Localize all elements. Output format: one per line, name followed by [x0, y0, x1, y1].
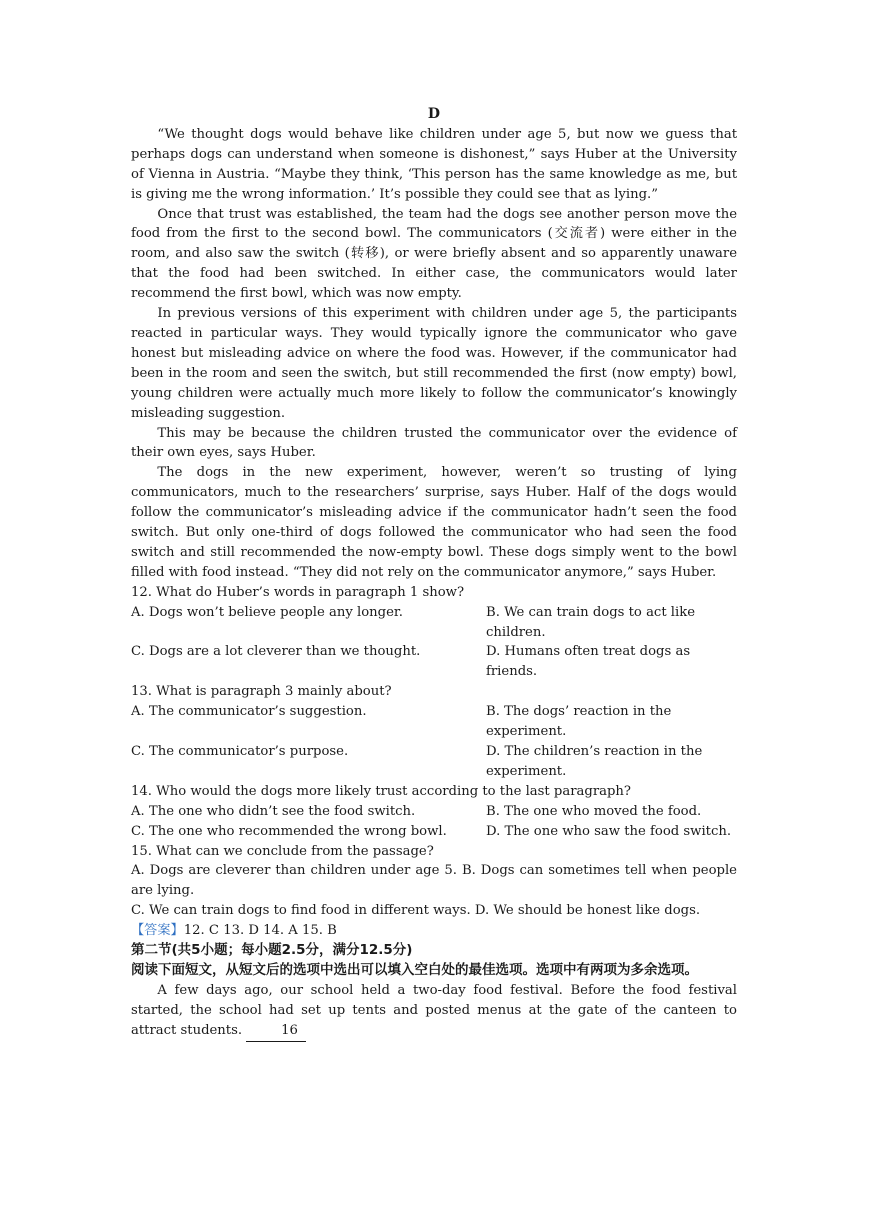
- option-12c: C. Dogs are a lot cleverer than we thought.: [131, 644, 421, 660]
- section-2-passage-text: A few days ago, our school held a two-day food festival. Before the food festival started, the school had set up tents and posted menus at the gate of the canteen to attract students.: [131, 982, 737, 1038]
- option-13b: B. The dogs’ reaction in the experiment.: [486, 704, 672, 740]
- paragraph-1: “We thought dogs would behave like children under age 5, but now we guess that perhaps dogs can understand when someone is dishonest,” says Huber at the University of Vienna in Austria. “Maybe they think, ‘This person has the same knowledge as me, but is giving me the wrong information.’ It’s possible they could see that as lying.”: [131, 126, 737, 202]
- paragraph-3: In previous versions of this experiment with children under age 5, the participants reacted in particular ways. They would typically ignore the communicator who gave honest but misleading advice on where the food was. However, if the communicator had been in the room and seen the switch, but still recommended the first (now empty) bowl, young children were actually much more likely to follow the communicator’s knowingly misleading suggestion.: [131, 306, 737, 421]
- blank-16: 16: [246, 1021, 306, 1042]
- section-2-heading: 第二节(共5小题；每小题2.5分，满分12.5分): [131, 942, 413, 959]
- section-2-passage: [131, 981, 737, 1042]
- question-15-options-line-1: A. Dogs are cleverer than children under age 5. B. Dogs can sometimes tell when people are lying.: [131, 863, 737, 899]
- option-14d: D. The one who saw the food switch.: [486, 823, 732, 839]
- option-14c: C. The one who recommended the wrong bowl.: [131, 823, 447, 839]
- section-2-instruction: 阅读下面短文，从短文后的选项中选出可以填入空白处的最佳选项。选项中有两项为多余选项。: [131, 961, 698, 978]
- answer-tag: 【答案】: [131, 923, 184, 939]
- option-13a: A. The communicator’s suggestion.: [131, 704, 367, 720]
- option-14a: A. The one who didn’t see the food switch.: [131, 803, 416, 819]
- section-title: D: [427, 106, 441, 122]
- question-14-stem: 14. Who would the dogs more likely trust according to the last paragraph?: [131, 783, 631, 799]
- paragraph-5: The dogs in the new experiment, however, weren’t so trusting of lying communicators, much to the researchers’ surprise, says Huber. Half of the dogs would follow the communicator’s misleading advice if the communicator hadn’t seen the food switch. But only one-third of dogs followed the communicator who had seen the food switch and still recommended the now-empty bowl. These dogs simply went to the bowl filled with food instead. “They did not rely on the communicator anymore,” says Huber.: [131, 465, 737, 580]
- option-12b: B. We can train dogs to act like children.: [486, 604, 696, 640]
- question-13-options-row-1: [131, 702, 737, 742]
- question-15-stem: 15. What can we conclude from the passage?: [131, 843, 434, 859]
- question-15-options-line-2: C. We can train dogs to find food in different ways. D. We should be honest like dogs.: [131, 903, 701, 919]
- answer-line: [131, 921, 737, 941]
- question-13-stem: 13. What is paragraph 3 mainly about?: [131, 684, 392, 700]
- question-12-options-row-1: [131, 603, 737, 643]
- option-13c: C. The communicator’s purpose.: [131, 744, 349, 759]
- paragraph-2: Once that trust was established, the team had the dogs see another person move the food from the first to the second bowl. The communicators (交流者) were either in the room, and also saw the switch (转移), or were briefly absent and so apparently unaware that the food had been switched. In either case, the communicators would later recommend the first bowl, which was now empty.: [131, 206, 737, 302]
- option-13d: D. The children’s reaction in the experiment.: [486, 744, 703, 779]
- option-12a: A. Dogs won’t believe people any longer.: [131, 604, 403, 620]
- exam-page: [131, 105, 737, 1042]
- answer-text: 12. C 13. D 14. A 15. B: [183, 923, 337, 939]
- option-14b: B. The one who moved the food.: [486, 803, 702, 819]
- paragraph-4: This may be because the children trusted the communicator over the evidence of their own eyes, says Huber.: [131, 425, 737, 461]
- question-14-options-row-1: [131, 802, 737, 822]
- question-13-options-row-2: [131, 742, 737, 782]
- question-12-options-row-2: [131, 642, 737, 682]
- question-14-options-row-2: [131, 822, 737, 842]
- question-12-stem: 12. What do Huber’s words in paragraph 1 show?: [131, 584, 465, 600]
- option-12d: D. Humans often treat dogs as friends.: [486, 644, 691, 680]
